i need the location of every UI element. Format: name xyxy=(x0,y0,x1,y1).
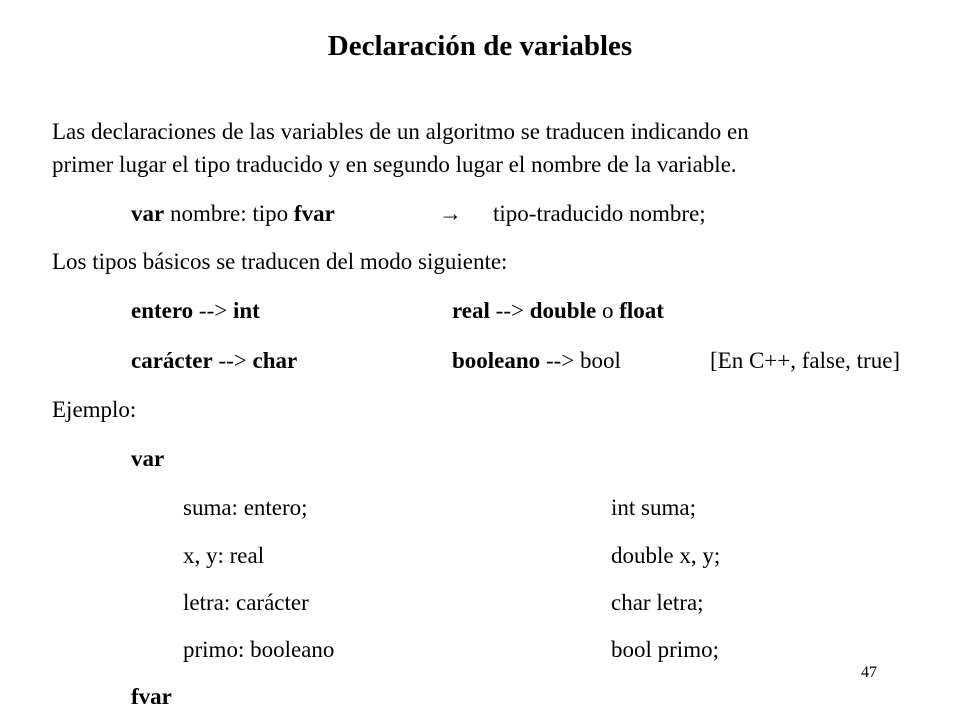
type-double: double xyxy=(529,298,597,323)
keyword-var: var xyxy=(131,201,165,226)
type-bool-note: [En C++, false, true] xyxy=(710,348,901,373)
example-row-left: suma: entero; xyxy=(183,495,308,520)
type-caracter: carácter xyxy=(131,348,213,373)
page-number: 47 xyxy=(861,664,877,681)
example-row-right: int suma; xyxy=(611,495,696,520)
example-row-left: primo: booleano xyxy=(183,637,335,662)
type-real: real xyxy=(452,298,490,323)
type-map-caracter xyxy=(131,344,297,378)
arrow-right-icon: → xyxy=(439,201,462,226)
type-char: char xyxy=(252,348,298,373)
example-label: Ejemplo: xyxy=(52,397,137,422)
type-int: int xyxy=(232,298,260,323)
type-map-booleano xyxy=(452,344,621,378)
declaration-nombre-tipo: nombre: tipo xyxy=(164,201,294,226)
example-row-left: letra: carácter xyxy=(183,590,309,615)
example-row-left: x, y: real xyxy=(183,543,265,568)
page-title: Declaración de variables xyxy=(327,30,633,62)
declaration-syntax xyxy=(131,197,335,231)
intro-line-1: Las declaraciones de las variables de un algoritmo se traducen indicando en xyxy=(52,119,749,144)
intro-line-2: primer lugar el tipo traducido y en segundo lugar el nombre de la variable. xyxy=(52,152,737,177)
type-map-real xyxy=(452,294,664,328)
example-row-right: char letra; xyxy=(611,590,704,615)
type-bool: bool xyxy=(579,348,621,373)
keyword-fvar: fvar xyxy=(293,201,335,226)
type-booleano: booleano xyxy=(452,348,541,373)
example-row-right: bool primo; xyxy=(611,637,719,662)
example-var-keyword: var xyxy=(131,446,165,471)
type-arrow: --> xyxy=(193,298,233,323)
type-or: o xyxy=(596,298,620,323)
type-arrow: --> xyxy=(489,298,530,323)
types-intro: Los tipos básicos se traducen del modo siguiente: xyxy=(52,249,508,274)
type-entero: entero xyxy=(131,298,194,323)
example-fvar-keyword: fvar xyxy=(131,684,172,709)
type-arrow: --> xyxy=(212,348,253,373)
type-float: float xyxy=(619,298,664,323)
example-row-right: double x, y; xyxy=(611,543,721,568)
declaration-translation: tipo-traducido nombre; xyxy=(493,201,706,226)
type-arrow: --> xyxy=(540,348,580,373)
type-map-entero xyxy=(131,294,260,328)
